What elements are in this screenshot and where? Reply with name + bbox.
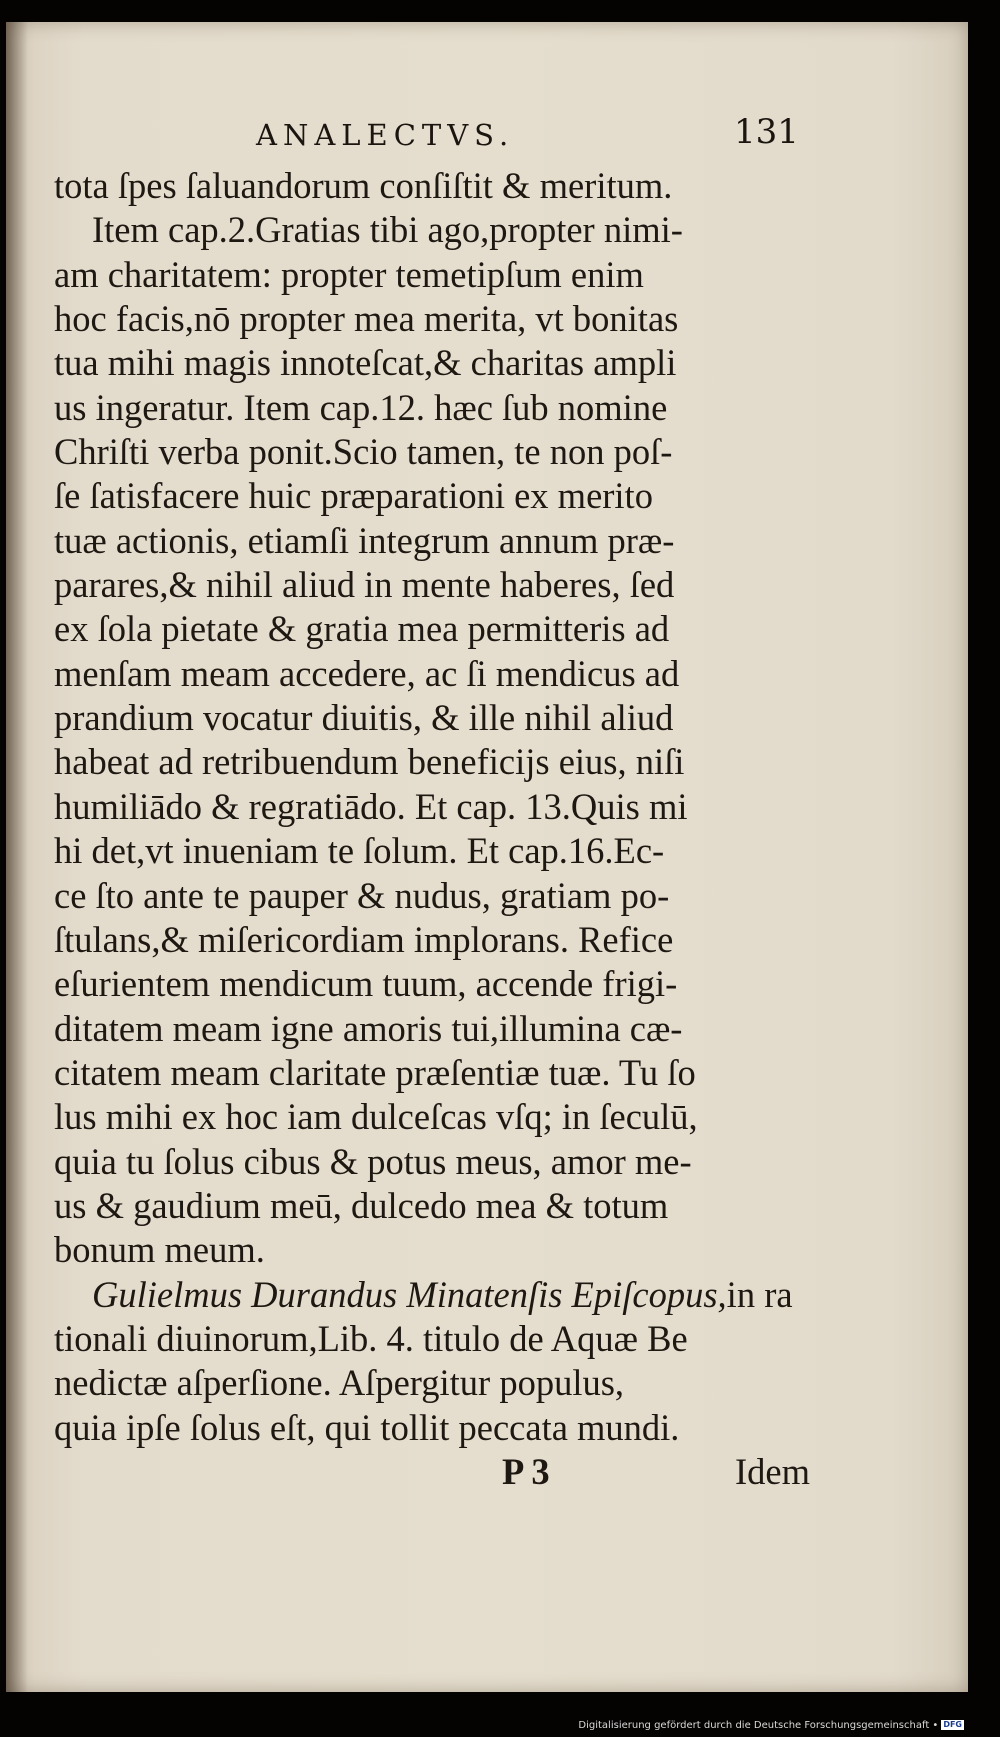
text-line: ex ſola pietate & gratia mea permitteris ad xyxy=(54,608,670,650)
text-line: nedictæ aſperſione. Aſpergitur populus, xyxy=(54,1362,625,1404)
text-line: ſtulans,& miſericordiam implorans. Refice xyxy=(54,918,674,960)
text-block xyxy=(54,164,814,1450)
text-line: ce ſto ante te pauper & nudus, gratiam po- xyxy=(54,874,670,916)
text-line: hi det,vt inueniam te ſolum. Et cap.16.Ec- xyxy=(54,830,665,872)
author-name: Gulielmus Durandus Minatenſis Epiſcopus, xyxy=(92,1273,727,1315)
text-line: Item cap.2.Gratias tibi ago,propter nimi- xyxy=(92,209,683,251)
text-line: us ingeratur. Item cap.12. hæc ſub nomine xyxy=(54,386,668,428)
text-line: am charitatem: propter temetipſum enim xyxy=(54,253,644,295)
catchline xyxy=(54,1450,814,1494)
book-page xyxy=(6,22,968,1692)
running-title: ANALECTVS. xyxy=(256,118,515,152)
text-line: tionali diuinorum,Lib. 4. titulo de Aquæ Be xyxy=(54,1317,688,1359)
text-line: parares,& nihil aliud in mente haberes, ſed xyxy=(54,564,675,606)
text-line: lus mihi ex hoc iam dulceſcas vſq; in ſeculū, xyxy=(54,1096,698,1138)
text-line: citatem meam claritate præſentiæ tuæ. Tu ſo xyxy=(54,1051,696,1093)
text-line: tuæ actionis, etiamſi integrum annum præ- xyxy=(54,519,675,561)
text-line: prandium vocatur diuitis, & ille nihil aliud xyxy=(54,697,674,739)
text-line: eſurientem mendicum tuum, accende frigi- xyxy=(54,963,678,1005)
text-line: us & gaudium meū, dulcedo mea & totum xyxy=(54,1184,669,1226)
text-line: menſam meam accedere, ac ſi mendicus ad xyxy=(54,652,680,694)
text-fragment: in ra xyxy=(726,1273,793,1315)
text-line: habeat ad retribuendum beneficijs eius, niſi xyxy=(54,741,685,783)
text-line: tua mihi magis innoteſcat,& charitas ampli xyxy=(54,342,677,384)
text-line: bonum meum. xyxy=(54,1229,265,1271)
text-line: quia ipſe ſolus eſt, qui tollit peccata mundi. xyxy=(54,1406,680,1448)
catchword: Idem xyxy=(735,1451,810,1492)
digitization-credit xyxy=(578,1720,964,1731)
text-line: Chriſti verba ponit.Scio tamen, te non poſ- xyxy=(54,431,673,473)
page-number: 131 xyxy=(734,112,799,152)
running-head xyxy=(6,100,968,160)
text-line: ditatem meam igne amoris tui,illumina cæ- xyxy=(54,1007,683,1049)
text-line: ſe ſatisfacere huic præparationi ex merito xyxy=(54,475,653,517)
text-line: quia tu ſolus cibus & potus meus, amor me- xyxy=(54,1140,692,1182)
credit-text: Digitalisierung gefördert durch die Deutsche Forschungsgemeinschaft • xyxy=(578,1720,939,1731)
text-line: tota ſpes ſaluandorum conſiſtit & meritum. xyxy=(54,165,673,206)
dfg-logo: DFG xyxy=(943,1720,962,1729)
paragraph-start-line xyxy=(54,1273,814,1317)
text-line: hoc facis,nō propter mea merita, vt bonitas xyxy=(54,298,679,340)
signature-mark: P 3 xyxy=(502,1451,550,1492)
text-line: humiliādo & regratiādo. Et cap. 13.Quis mi xyxy=(54,785,688,827)
